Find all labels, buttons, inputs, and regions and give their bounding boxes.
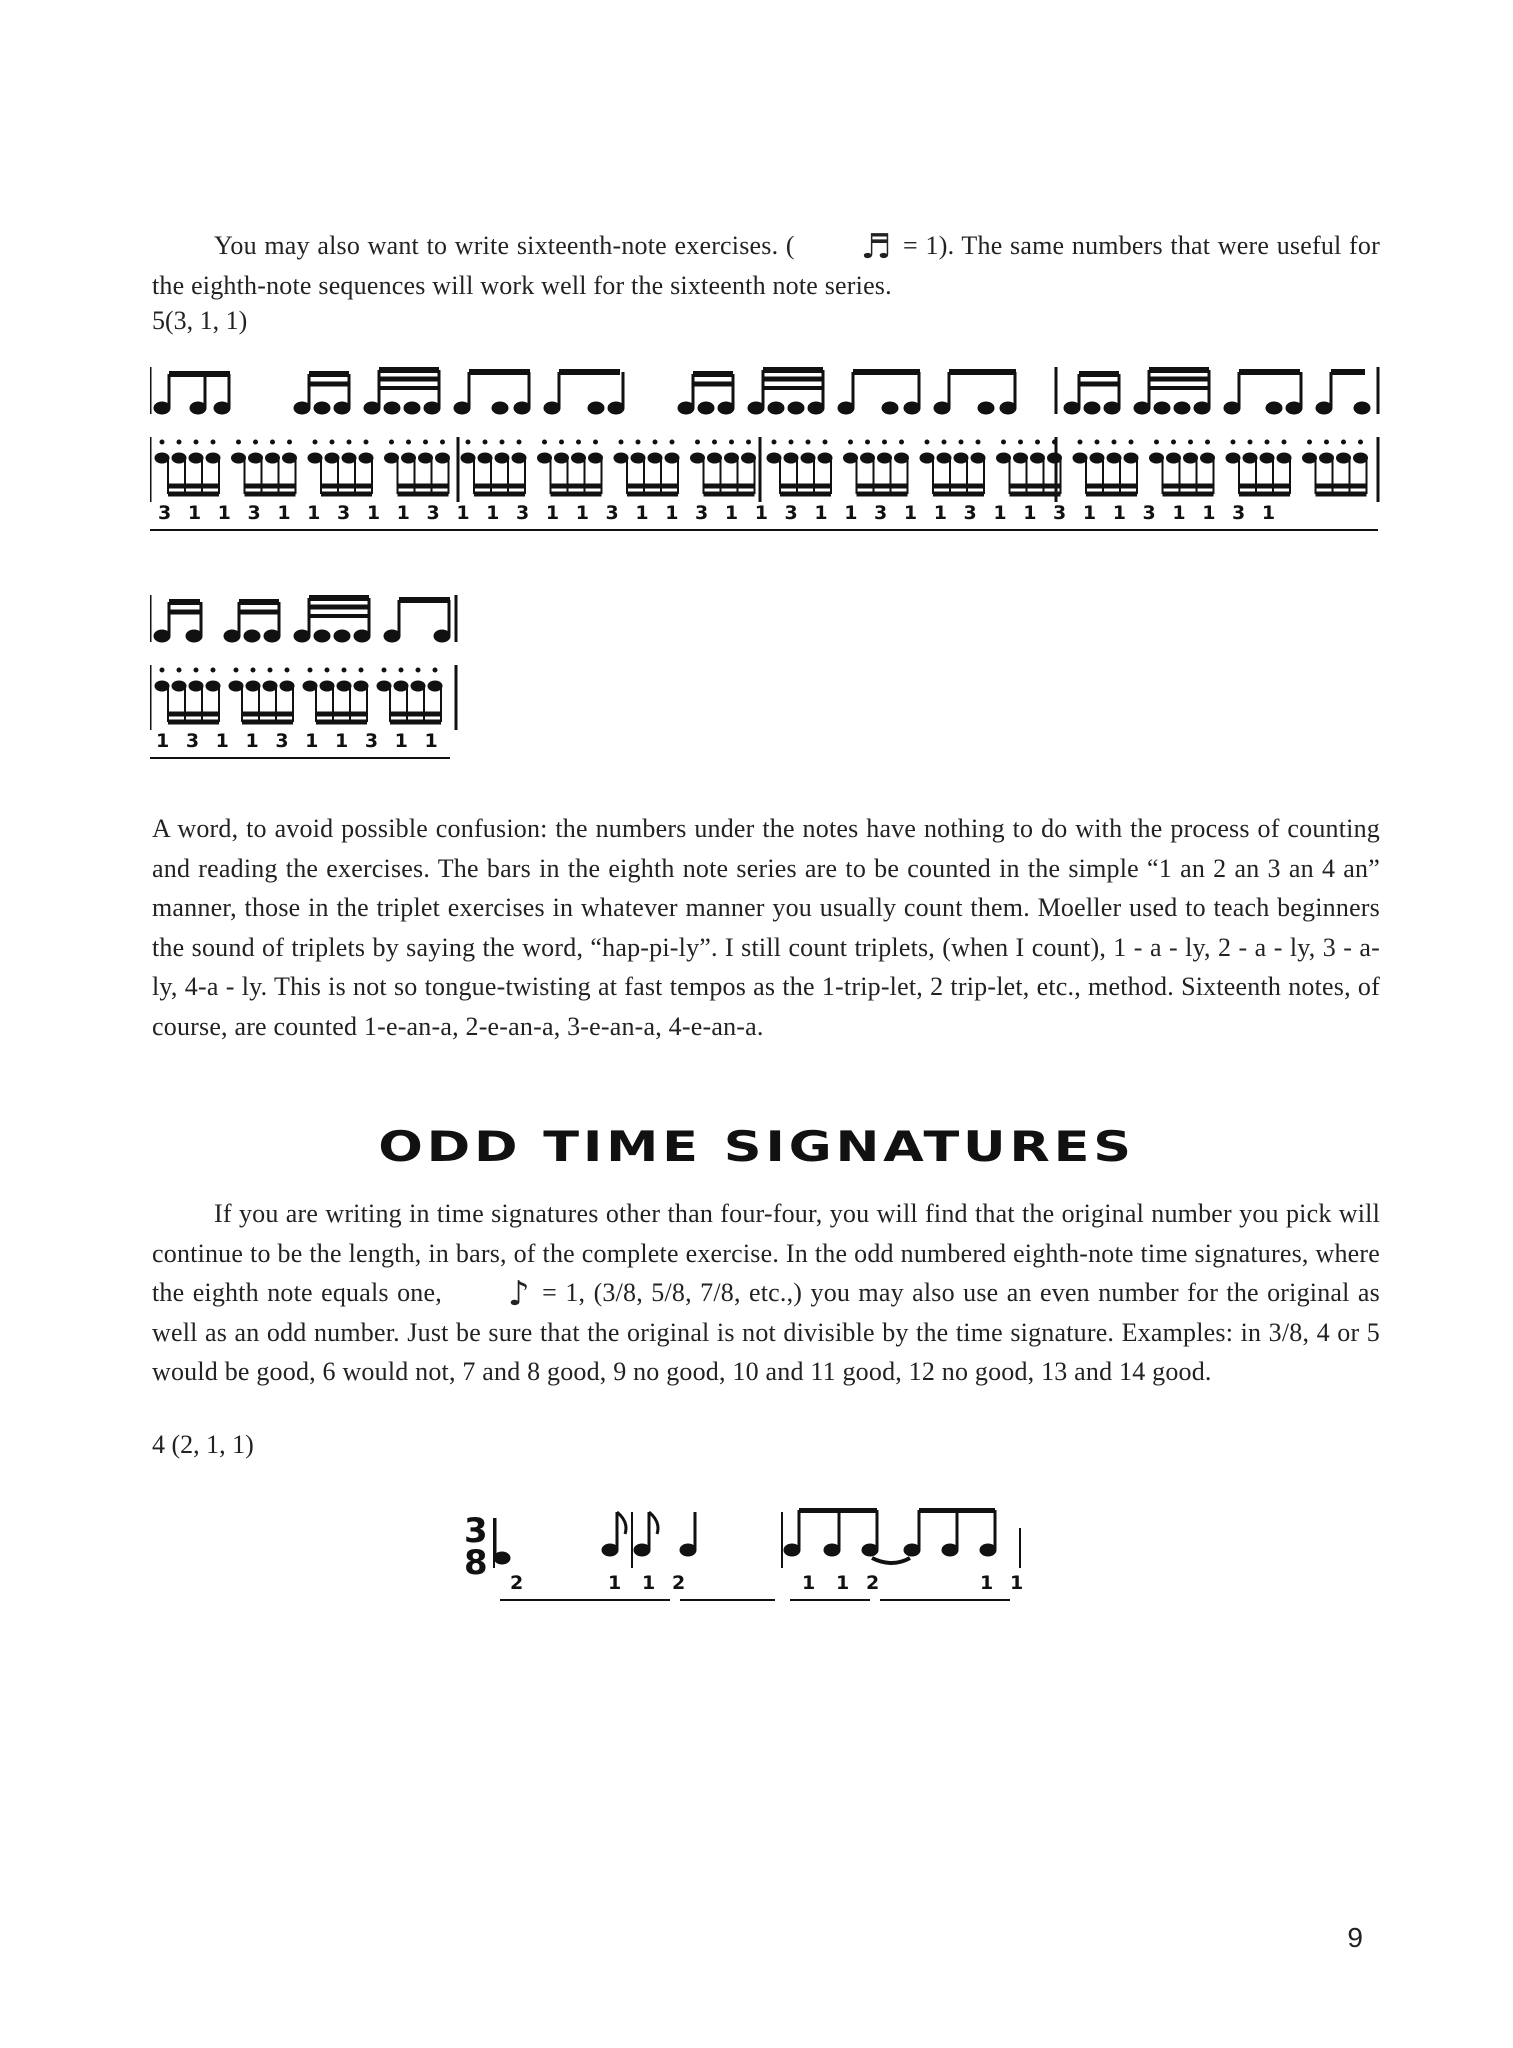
note-head [249, 453, 263, 463]
sixteenth-group [691, 440, 756, 494]
note-head [385, 453, 399, 463]
accent-dot [789, 440, 793, 444]
note-head [1048, 453, 1062, 463]
note-head [1031, 453, 1045, 463]
sixteenth-group [614, 440, 679, 494]
explanation-paragraph [152, 809, 1380, 1046]
accent-dot [1189, 440, 1193, 444]
accent-dot [194, 440, 198, 444]
sixteenth-group [155, 440, 220, 494]
note-head [895, 453, 909, 463]
note-head [428, 681, 442, 691]
sixteenth-group [844, 440, 909, 494]
note-head [767, 453, 781, 463]
accent-dot [619, 440, 623, 444]
accent-dot [364, 440, 368, 444]
accent-dot [466, 440, 470, 444]
accent-dot [441, 440, 445, 444]
accent-dot [1248, 440, 1252, 444]
accent-dot [288, 440, 292, 444]
note-head [1320, 453, 1334, 463]
note-head [555, 453, 569, 463]
note-head [1303, 453, 1317, 463]
accent-dot [177, 440, 181, 444]
time-signature-bottom: 8 [464, 1543, 488, 1583]
count-6: 1 [836, 1572, 850, 1594]
sixteenth-group [229, 668, 294, 722]
accent-dot [713, 440, 717, 444]
note-head [878, 453, 892, 463]
note-head [155, 681, 169, 691]
accent-dot [254, 440, 258, 444]
eighth-note-icon: ♪ [507, 1274, 530, 1314]
formula-2: 4 (2, 1, 1) [152, 1430, 254, 1459]
accent-dot [407, 440, 411, 444]
sixteenth-group [997, 440, 1062, 494]
accent-dot [866, 440, 870, 444]
note-head [461, 453, 475, 463]
section-heading: ODD TIME SIGNATURES [378, 1122, 1135, 1171]
accent-dot [399, 668, 403, 672]
accent-dot [285, 668, 289, 672]
sticking-numbers-row-2: 1 3 1 1 3 1 1 3 1 1 [156, 730, 438, 752]
formula-1: 5(3, 1, 1) [152, 306, 248, 335]
accent-dot [211, 668, 215, 672]
note-head [589, 453, 603, 463]
count-1: 2 [510, 1572, 524, 1594]
accent-dot [268, 668, 272, 672]
accent-dot [636, 440, 640, 444]
accent-dot [1095, 440, 1099, 444]
count-8: 1 [980, 1572, 994, 1594]
accent-dot [653, 440, 657, 444]
accent-dot [577, 440, 581, 444]
count-2: 1 [608, 1572, 622, 1594]
note-head [1107, 453, 1121, 463]
note-head [320, 681, 334, 691]
accent-dot [234, 668, 238, 672]
page-number: 9 [1347, 1922, 1363, 1953]
accent-dot [237, 440, 241, 444]
accent-dot [1078, 440, 1082, 444]
accent-dot [849, 440, 853, 444]
accent-dot [1282, 440, 1286, 444]
accent-dot [696, 440, 700, 444]
accent-dot [1172, 440, 1176, 444]
accent-dot [251, 668, 255, 672]
note-head [308, 453, 322, 463]
note-head [1150, 453, 1164, 463]
accent-dot [959, 440, 963, 444]
note-head [844, 453, 858, 463]
accent-dot [594, 440, 598, 444]
sixteenth-group [1226, 440, 1291, 494]
note-head [172, 453, 186, 463]
note-head [648, 453, 662, 463]
accent-dot [976, 440, 980, 444]
note-head [266, 453, 280, 463]
accent-dot [211, 440, 215, 444]
accent-dot [342, 668, 346, 672]
note-head [359, 453, 373, 463]
accent-dot [543, 440, 547, 444]
note-head [325, 453, 339, 463]
note-head [436, 453, 450, 463]
sixteenth-note-icon: ♬ [860, 227, 892, 267]
accent-dot [772, 440, 776, 444]
accent-dot [1206, 440, 1210, 444]
accent-dot [390, 440, 394, 444]
accent-dot [160, 440, 164, 444]
note-head [303, 681, 317, 691]
count-3: 1 [642, 1572, 656, 1594]
accent-dot [1053, 440, 1057, 444]
accent-dot [500, 440, 504, 444]
sixteenth-group [767, 440, 832, 494]
accent-dot [1002, 440, 1006, 444]
note-head [997, 453, 1011, 463]
note-head [280, 681, 294, 691]
accent-dot [330, 440, 334, 444]
odd-time-paragraph [152, 1194, 1380, 1392]
accent-dot [483, 440, 487, 444]
time-signature-top: 3 [464, 1511, 488, 1551]
sixteenth-group [461, 440, 526, 494]
accent-dot [313, 440, 317, 444]
sixteenth-group [1073, 440, 1138, 494]
accent-dot [177, 668, 181, 672]
note-head [1124, 453, 1138, 463]
accent-dot [271, 440, 275, 444]
accent-dot [1342, 440, 1346, 444]
note-head [725, 453, 739, 463]
note-head [1073, 453, 1087, 463]
note-head [665, 453, 679, 463]
note-head [1167, 453, 1181, 463]
accent-dot [359, 668, 363, 672]
note-head [937, 453, 951, 463]
accent-dot [883, 440, 887, 444]
accent-dot [560, 440, 564, 444]
note-head [155, 453, 169, 463]
note-head [1243, 453, 1257, 463]
note-head [631, 453, 645, 463]
note-head [861, 453, 875, 463]
sixteenth-group [377, 668, 442, 722]
accent-dot [1155, 440, 1159, 444]
accent-dot [347, 440, 351, 444]
note-head [538, 453, 552, 463]
accent-dot [160, 668, 164, 672]
accent-dot [900, 440, 904, 444]
note-head [206, 681, 220, 691]
note-head [246, 681, 260, 691]
note-head [495, 453, 509, 463]
sixteenth-group [1303, 440, 1368, 494]
accent-dot [1265, 440, 1269, 444]
note-head [801, 453, 815, 463]
accent-dot [325, 668, 329, 672]
count-4: 2 [672, 1572, 686, 1594]
note-head [614, 453, 628, 463]
note-head [1260, 453, 1274, 463]
odd-time-text-after: = 1, (3/8, 5/8, 7/8, etc.,) you may also use an even number for the original as well as an odd number. Just be sure that the original is not divisible by the time signature. Examples: in 3/8, 4 or 5 would be good, 6 would not, 7 and 8 good, 9 no good, 10 and 11 good, 12 no good, 13 and 14 good. [152, 1278, 1380, 1386]
sixteenth-group [920, 440, 985, 494]
note-head [229, 681, 243, 691]
note-head [742, 453, 756, 463]
intro-text-after: = 1). The same numbers that were useful for the eighth-note sequences will work well for the sixteenth note series. [152, 231, 1380, 300]
sixteenth-group [385, 440, 450, 494]
accent-dot [730, 440, 734, 444]
accent-dot [1129, 440, 1133, 444]
accent-dot [806, 440, 810, 444]
note-head [1337, 453, 1351, 463]
accent-dot [942, 440, 946, 444]
count-9: 1 [1010, 1572, 1024, 1594]
accent-dot [1036, 440, 1040, 444]
note-head [708, 453, 722, 463]
accent-dot [747, 440, 751, 444]
sixteenth-group [1150, 440, 1215, 494]
accent-dot [670, 440, 674, 444]
note-head [377, 681, 391, 691]
accent-dot [1359, 440, 1363, 444]
explanation-text: A word, to avoid possible confusion: the numbers under the notes have nothing to do with the process of counting and reading the exercises. The bars in the eighth note series are to be counted in the simple “1 an 2 an 3 an 4 an” manner, those in the triplet exercises in whatever manner you usually count them. Moeller used to teach beginners the sound of triplets by saying the word, “hap-pi-ly”. I still count triplets, (when I count), 1 - a - ly, 2 - a - ly, 3 - a-ly, 4-a - ly. This is not so tongue-twisting at fast tempos as the 1-trip-let, 2 trip-let, etc., method. Sixteenth notes, of course, are counted 1-e-an-a, 2-e-an-a, 3-e-an-a, 4-e-an-a. [152, 814, 1380, 1041]
accent-dot [382, 668, 386, 672]
note-head [411, 681, 425, 691]
note-head [691, 453, 705, 463]
accent-dot [1112, 440, 1116, 444]
note-head [1014, 453, 1028, 463]
intro-paragraph [152, 226, 1380, 305]
note-head [1184, 453, 1198, 463]
note-head [478, 453, 492, 463]
note-head [1201, 453, 1215, 463]
intro-text-before: You may also want to write sixteenth-note exercises. ( [214, 231, 795, 260]
note-head [283, 453, 297, 463]
accent-dot [1231, 440, 1235, 444]
odd-time-text-before: If you are writing in time signatures other than four-four, you will find that the original number you pick will continue to be the length, in bars, of the complete exercise. In the odd numbered eighth-note time signatures, where the eighth note equals one, [152, 1199, 1380, 1307]
note-head [818, 453, 832, 463]
accent-dot [424, 440, 428, 444]
sixteenth-group [155, 668, 220, 722]
note-head [1354, 453, 1368, 463]
accent-dot [433, 668, 437, 672]
accent-dot [1325, 440, 1329, 444]
accent-dot [308, 668, 312, 672]
note-head [402, 453, 416, 463]
note-head [971, 453, 985, 463]
accent-dot [416, 668, 420, 672]
note-head [206, 453, 220, 463]
note-head [232, 453, 246, 463]
note-head [784, 453, 798, 463]
sticking-numbers-row-1: 3 1 1 3 1 1 3 1 1 3 1 1 3 1 1 3 1 1 3 1 1 3 1 1 3 1 1 3 1 1 3 1 1 3 1 1 3 1 [158, 502, 1276, 524]
count-7: 2 [866, 1572, 880, 1594]
note-head [920, 453, 934, 463]
note-head [1277, 453, 1291, 463]
note-head [189, 453, 203, 463]
note-head [954, 453, 968, 463]
accent-dot [925, 440, 929, 444]
accent-dot [1308, 440, 1312, 444]
note-head [394, 681, 408, 691]
note-head [342, 453, 356, 463]
note-head [189, 681, 203, 691]
accent-dot [517, 440, 521, 444]
note-head [512, 453, 526, 463]
count-5: 1 [802, 1572, 816, 1594]
sixteenth-group [538, 440, 603, 494]
note-head [1226, 453, 1240, 463]
note-head [263, 681, 277, 691]
accent-dot [823, 440, 827, 444]
note-head [337, 681, 351, 691]
note-head [172, 681, 186, 691]
accent-dot [194, 668, 198, 672]
sixteenth-group [232, 440, 297, 494]
accent-dot [1019, 440, 1023, 444]
note-head [1090, 453, 1104, 463]
sixteenth-group [303, 668, 368, 722]
sixteenth-group [308, 440, 373, 494]
note-head [572, 453, 586, 463]
note-head [354, 681, 368, 691]
note-head [419, 453, 433, 463]
